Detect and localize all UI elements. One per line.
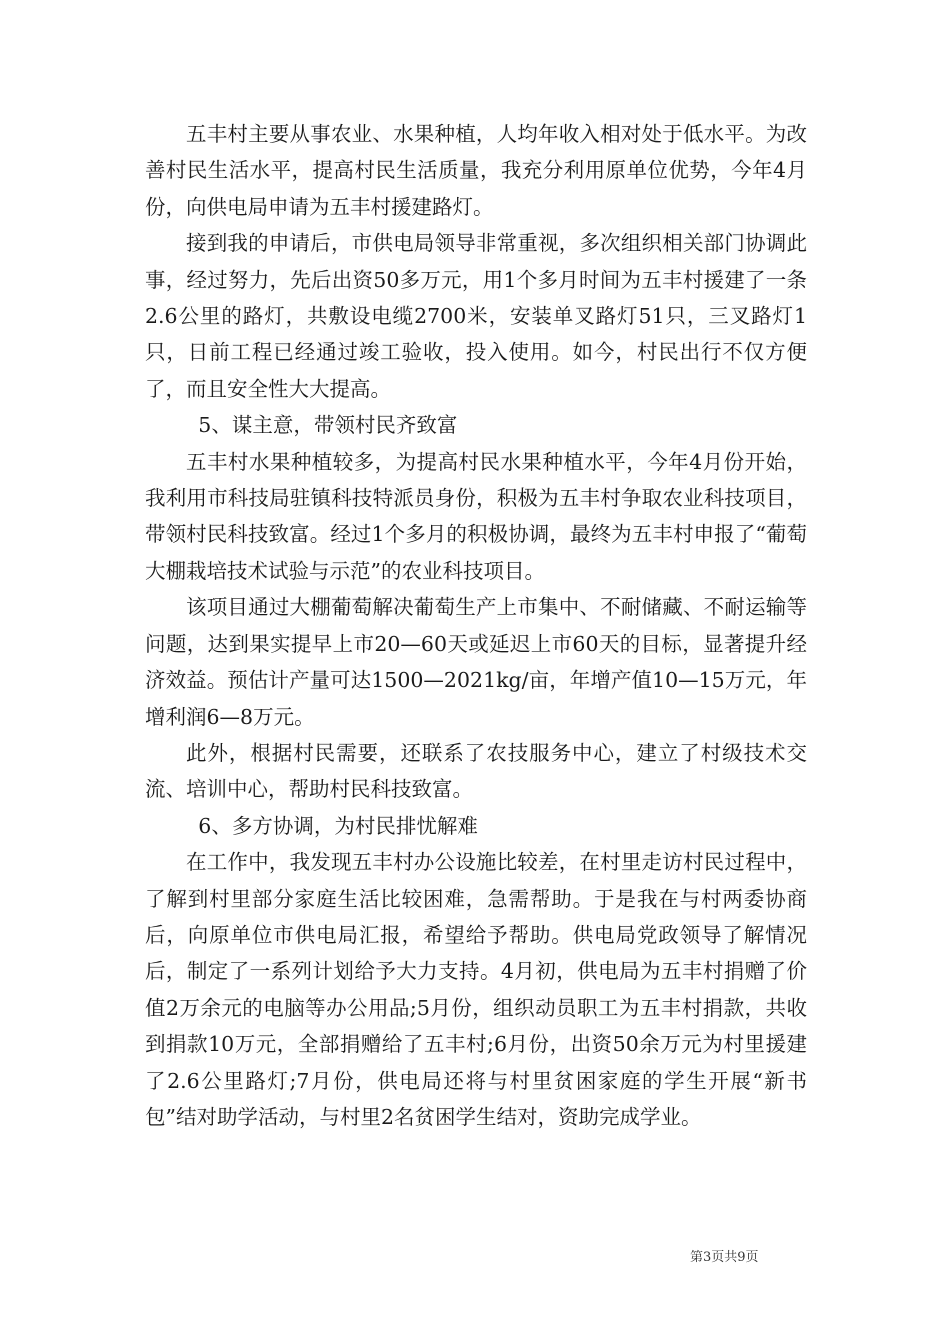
- document-body: [145, 116, 807, 1135]
- page-number-footer: 第3页共9页: [690, 1250, 759, 1265]
- paragraph-coordination: 在工作中，我发现五丰村办公设施比较差，在村里走访村民过程中，了解到村里部分家庭生活比较困难，急需帮助。于是我在与村两委协商后，向原单位市供电局汇报，希望给予帮助。供电局党政领导了解情况后，制定了一系列计划给予大力支持。4月初，供电局为五丰村捐赠了价值2万余元的电脑等办公用品;5月份，组织动员职工为五丰村捐款，共收到捐款10万元，全部捐赠给了五丰村;6月份，出资50余万元为村里援建了2.6公里路灯;7月份，供电局还将与村里贫困家庭的学生开展“新书包”结对助学活动，与村里2名贫困学生结对，资助完成学业。: [145, 850, 807, 1129]
- paragraph-streetlight-project: 接到我的申请后，市供电局领导非常重视，多次组织相关部门协调此事，经过努力，先后出资50多万元，用1个多月时间为五丰村援建了一条2.6公里的路灯，共敷设电缆2700米，安装单叉路灯51只，三叉路灯1只，日前工程已经通过竣工验收，投入使用。如今，村民出行不仅方便了，而且安全性大大提高。: [145, 231, 807, 401]
- paragraph-grape-project: 该项目通过大棚葡萄解决葡萄生产上市集中、不耐储藏、不耐运输等问题，达到果实提早上市20—60天或延迟上市60天的目标，显著提升经济效益。预估计产量可达1500—2021kg/亩，年增产值10—15万元，年增利润6—8万元。: [145, 595, 807, 729]
- section-heading-6: 6、多方协调，为村民排忧解难: [198, 813, 478, 838]
- section-heading-5: 5、谋主意，带领村民齐致富: [198, 413, 458, 438]
- paragraph-streetlight-intro: 五丰村主要从事农业、水果种植，人均年收入相对处于低水平。为改善村民生活水平，提高村民生活质量，我充分利用原单位优势，今年4月份，向供电局申请为五丰村援建路灯。: [145, 122, 807, 219]
- paragraph-training-center: 此外，根据村民需要，还联系了农技服务中心，建立了村级技术交流、培训中心，帮助村民科技致富。: [145, 740, 807, 802]
- paragraph-fruit-planting: 五丰村水果种植较多，为提高村民水果种植水平，今年4月份开始，我利用市科技局驻镇科技特派员身份，积极为五丰村争取农业科技项目，带领村民科技致富。经过1个多月的积极协调，最终为五丰村申报了“葡萄大棚栽培技术试验与示范”的农业科技项目。: [145, 449, 807, 583]
